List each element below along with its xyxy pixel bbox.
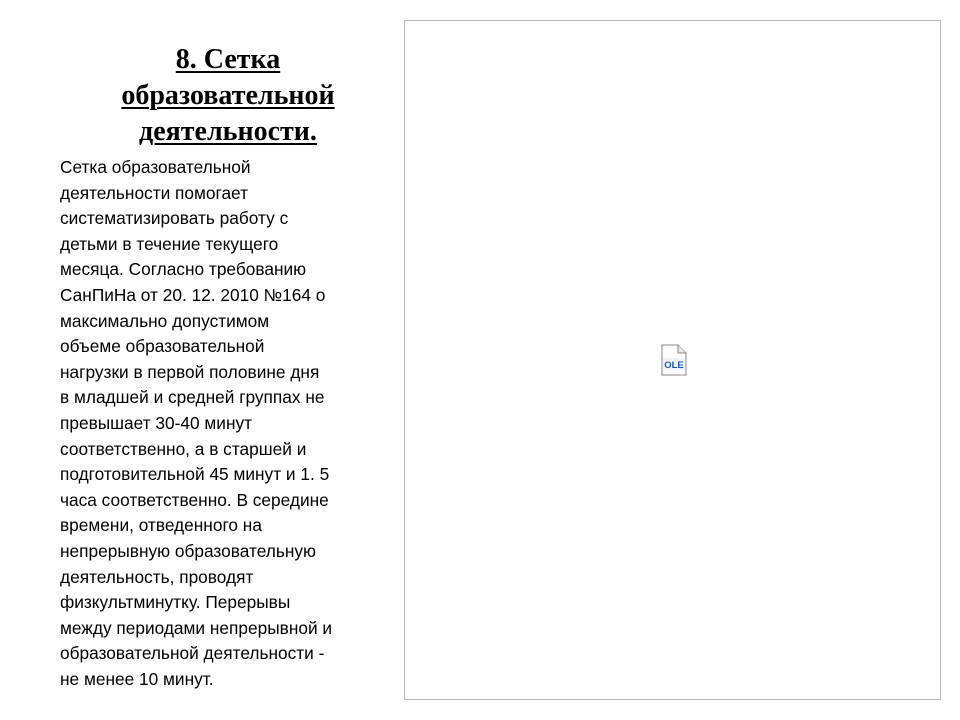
slide-title-line: образовательной <box>121 80 335 111</box>
ole-object-frame[interactable] <box>404 20 941 700</box>
body-text-line: между периодами непрерывной и <box>60 617 333 638</box>
ole-icon-label: OLE <box>664 360 684 371</box>
body-text-line: СанПиНа от 20. 12. 2010 №164 о <box>60 284 326 305</box>
body-text-line: нагрузки в первой половине дня <box>60 361 320 382</box>
slide-title <box>60 42 396 150</box>
body-text-line: объеме образовательной <box>60 336 265 357</box>
body-text-line: детьми в течение текущего <box>60 233 279 254</box>
body-text-line: времени, отведенного на <box>60 515 262 536</box>
body-text-line: образовательной деятельности - <box>60 643 325 664</box>
body-text-line: в младшей и средней группах не <box>60 387 325 408</box>
body-text-line: непрерывную образовательную <box>60 540 316 561</box>
body-text-line: физкультминутку. Перерывы <box>60 592 291 613</box>
body-text-line: месяца. Согласно требованию <box>60 259 307 280</box>
body-text-line: деятельности помогает <box>60 182 249 203</box>
ole-object-icon[interactable] <box>661 344 687 376</box>
body-text-line: соответственно, а в старшей и <box>60 438 307 459</box>
body-text-line: максимально допустимом <box>60 310 270 331</box>
body-text-line: часа соответственно. В середине <box>60 489 329 510</box>
slide-body-text <box>60 155 405 692</box>
body-text-line: не менее 10 минут. <box>60 668 214 689</box>
slide-title-line: 8. Сетка <box>175 44 281 75</box>
slide-title-line: деятельности. <box>139 116 317 147</box>
body-text-line: подготовительной 45 минут и 1. 5 <box>60 464 330 485</box>
body-text-line: деятельность, проводят <box>60 566 254 587</box>
body-text-line: Сетка образовательной <box>60 157 251 177</box>
body-text-line: превышает 30-40 минут <box>60 412 253 433</box>
body-text-line: систематизировать работу с <box>60 208 289 229</box>
